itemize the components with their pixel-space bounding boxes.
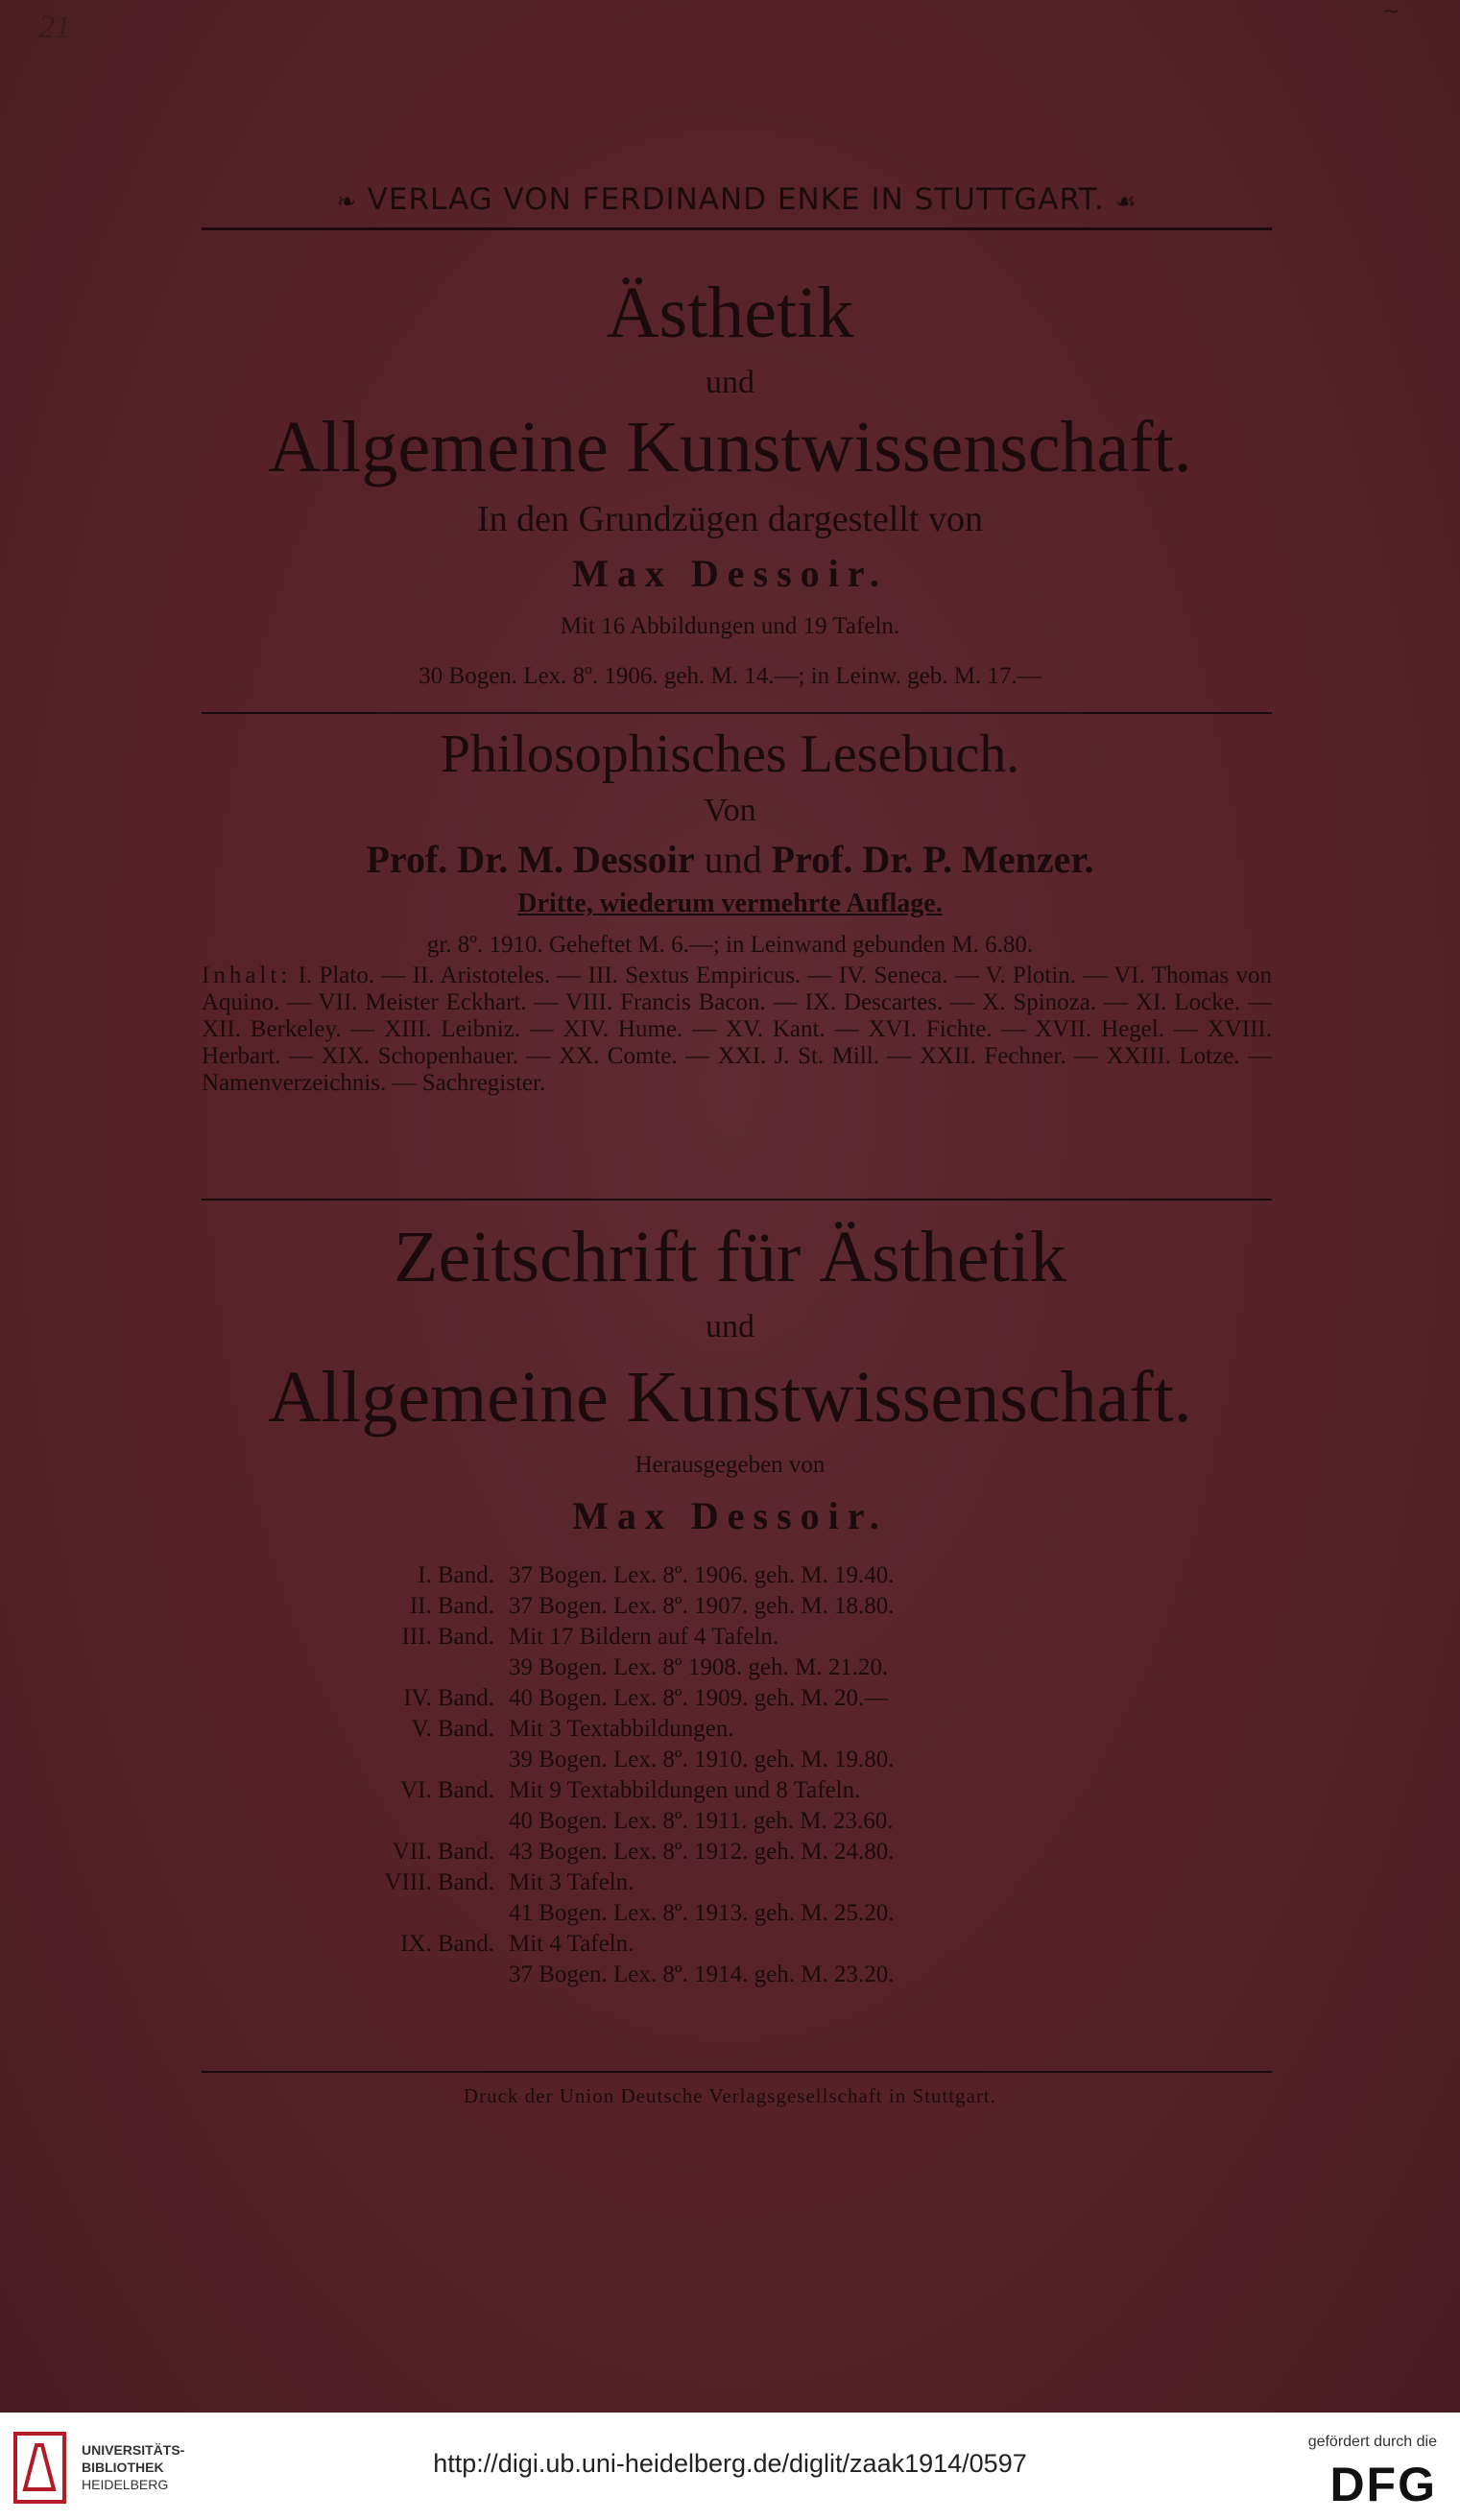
book1-and: und [706, 365, 754, 400]
journal-and: und [706, 1309, 754, 1344]
volume-band: I. Band. [418, 1562, 494, 1588]
volume-details: 40 Bogen. Lex. 8º. 1909. geh. M. 20.— [509, 1685, 889, 1711]
volume-band: V. Band. [411, 1716, 494, 1742]
library-line2: BIBLIOTHEK [82, 2460, 164, 2475]
journal-editor: Max Dessoir. [572, 1494, 888, 1537]
volume-row [278, 1931, 1142, 1961]
journal-edited-by: Herausgegeben von [634, 1452, 826, 1478]
pencil-number: 21 [38, 10, 71, 45]
publisher-name: VERLAG VON FERDINAND ENKE IN STUTTGART. [367, 182, 1105, 217]
volume-row [278, 1624, 1142, 1654]
volume-row [278, 1869, 1142, 1900]
volume-row [278, 1900, 1142, 1931]
book2-title: Philosophisches Lesebuch. [440, 725, 1020, 784]
book1-title-line1: Ästhetik [606, 273, 854, 353]
volume-row [278, 1654, 1142, 1685]
volume-row [278, 1839, 1142, 1869]
volume-band: IV. Band. [403, 1685, 494, 1711]
publisher-header [202, 182, 1272, 217]
book2-von: Von [704, 793, 756, 828]
volume-details: 40 Bogen. Lex. 8º. 1911. geh. M. 23.60. [509, 1808, 894, 1834]
library-line3: HEIDELBERG [82, 2477, 169, 2492]
volume-row [278, 1777, 1142, 1808]
journal-title-line1: Zeitschrift für Ästhetik [394, 1217, 1066, 1297]
volume-row [278, 1747, 1142, 1777]
volume-details: Mit 4 Tafeln. [509, 1931, 634, 1957]
contents-label: Inhalt: [202, 963, 292, 988]
volume-band: III. Band. [401, 1624, 494, 1650]
dfg-logo: DFG [1329, 2458, 1437, 2511]
volume-details: 37 Bogen. Lex. 8º. 1907. geh. M. 18.80. [509, 1593, 895, 1619]
volume-details: 39 Bogen. Lex. 8º. 1910. geh. M. 19.80. [509, 1747, 895, 1772]
divider-2 [202, 1199, 1272, 1201]
volume-row [278, 1562, 1142, 1593]
journal-title-line2: Allgemeine Kunstwissenschaft. [268, 1357, 1192, 1438]
volume-details: 37 Bogen. Lex. 8º. 1906. geh. M. 19.40. [509, 1562, 895, 1588]
volume-band: VIII. Band. [384, 1869, 494, 1895]
volume-details: Mit 3 Tafeln. [509, 1869, 634, 1895]
contents-text: I. Plato. — II. Aristoteles. — III. Sextus Empiricus. — IV. Seneca. — V. Plotin. — VI. Thomas von Aquino. — VII. Meister Eckhart. — VIII. Francis Bacon. — IX. Descartes. — X. Spinoza. — XI. Locke. — XII. Berkeley. — XIII. Leibniz. — XIV. Hume. — XV. Kant. — XVI. Fichte. — XVII. Hegel. — XVIII. Herbart. — XIX. Schopenhauer. — XX. Comte. — XXI. J. St. Mill. — XXII. Fechner. — XXIII. Lotze. — Namenverzeichnis. — Sachregister. [202, 963, 1273, 1096]
ornament-left-icon: ❧ [336, 188, 357, 215]
volume-row [278, 1593, 1142, 1624]
book2-und: und [704, 838, 762, 881]
book2-author2: Prof. Dr. P. Menzer. [771, 838, 1094, 881]
volume-details: 41 Bogen. Lex. 8º. 1913. geh. M. 25.20. [509, 1900, 895, 1926]
viewer-footer [0, 2413, 1460, 2520]
header-rule [202, 227, 1272, 230]
volume-details: Mit 17 Bildern auf 4 Tafeln. [509, 1624, 779, 1650]
book2-authors [0, 838, 1460, 881]
volume-details: Mit 9 Textabbildungen und 8 Tafeln. [509, 1777, 861, 1803]
book1-illustrations: Mit 16 Abbildungen und 19 Tafeln. [560, 613, 900, 639]
corner-mark: ~ [1382, 0, 1400, 24]
volume-row [278, 1685, 1142, 1716]
book1-details: 30 Bogen. Lex. 8º. 1906. geh. M. 14.—; in Leinw. geb. M. 17.— [419, 663, 1041, 689]
book2-edition: Dritte, wiederum vermehrte Auflage. [517, 889, 943, 918]
divider-1 [202, 712, 1272, 714]
funded-by-text: gefördert durch die [1307, 2434, 1437, 2450]
volume-band: VI. Band. [400, 1777, 494, 1803]
volume-row [278, 1961, 1142, 1992]
volume-details: 43 Bogen. Lex. 8º. 1912. geh. M. 24.80. [509, 1839, 895, 1865]
book1-subtitle: In den Grundzügen dargestellt von [477, 499, 983, 539]
book2-author1: Prof. Dr. M. Dessoir [366, 838, 695, 881]
ornament-right-icon: ☙ [1114, 188, 1137, 215]
volume-row [278, 1808, 1142, 1839]
volume-details: Mit 3 Textabbildungen. [509, 1716, 734, 1742]
book2-contents [202, 963, 1272, 1097]
volume-row [278, 1716, 1142, 1747]
volume-band: IX. Band. [400, 1931, 494, 1957]
book2-details: gr. 8º. 1910. Geheftet M. 6.—; in Leinwand gebunden M. 6.80. [426, 932, 1034, 958]
book1-title-line2: Allgemeine Kunstwissenschaft. [268, 407, 1192, 487]
volume-band: VII. Band. [392, 1839, 494, 1865]
volume-details: 39 Bogen. Lex. 8º 1908. geh. M. 21.20. [509, 1654, 889, 1680]
permalink-url[interactable]: http://digi.ub.uni-heidelberg.de/diglit/zaak1914/0597 [433, 2449, 1027, 2478]
book1-author: Max Dessoir. [572, 552, 888, 595]
library-line1: UNIVERSITÄTS- [82, 2442, 185, 2458]
volume-band: II. Band. [409, 1593, 494, 1619]
printer-line: Druck der Union Deutsche Verlagsgesellschaft in Stuttgart. [463, 2084, 997, 2107]
volume-details: 37 Bogen. Lex. 8º. 1914. geh. M. 23.20. [509, 1961, 895, 1987]
bottom-rule [202, 2071, 1272, 2073]
